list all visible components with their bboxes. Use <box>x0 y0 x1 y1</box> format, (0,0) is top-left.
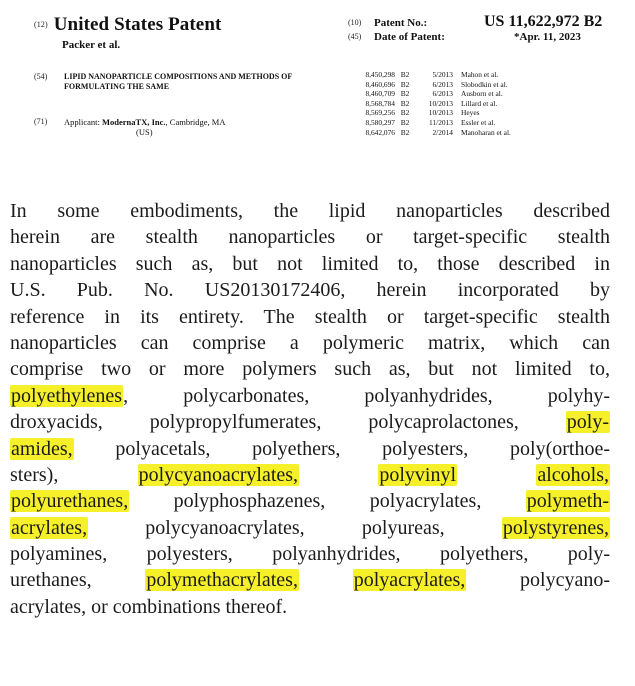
reference-number: 8,460,696 <box>365 79 395 89</box>
header-right <box>348 13 603 45</box>
applicant-name: ModernaTX, Inc. <box>102 117 166 127</box>
highlighted-term: poly- <box>566 411 609 434</box>
reference-kind: B2 <box>400 70 410 79</box>
passage-line <box>10 567 610 593</box>
passage-text: urethanes, <box>10 569 146 592</box>
patent-no-label: Patent No.: <box>374 17 428 29</box>
passage-line <box>10 541 610 567</box>
reference-number: 8,569,256 <box>365 108 395 118</box>
applicant-country: (US) <box>136 127 153 137</box>
passage-line <box>10 488 610 514</box>
reference-name: Lillard et al. <box>461 98 498 108</box>
header-left <box>34 14 221 51</box>
invention-title: LIPID NANOPARTICLE COMPOSITIONS AND METHODS OF FORMULATING THE SAME <box>64 72 292 91</box>
reference-number: 8,460,709 <box>365 89 395 99</box>
reference-row <box>343 118 511 128</box>
reference-number: 8,642,076 <box>365 127 395 137</box>
passage-line <box>10 198 610 224</box>
passage-line <box>10 251 610 277</box>
reference-number: 8,450,298 <box>365 70 395 79</box>
passage-text: reference in its entirety. The stealth or target-specific stealth <box>10 305 610 328</box>
patent-date-row <box>348 31 581 45</box>
date-code: (45) <box>348 32 362 41</box>
references-cited-list <box>343 70 511 137</box>
patent-number: US 11,622,972 B2 <box>484 13 603 30</box>
passage-text: nanoparticles such as, but not limited to, those described in <box>10 252 610 275</box>
highlighted-term: polyacrylates, <box>353 569 466 592</box>
passage-text <box>457 464 536 486</box>
passage-text: polyacetals, polyethers, polyesters, poly(orthoe- <box>73 437 610 460</box>
reference-row <box>343 80 511 90</box>
passage-text: herein are stealth nanoparticles or target-specific stealth <box>10 226 610 249</box>
passage-text: In some embodiments, the lipid nanoparticles described <box>10 200 610 222</box>
highlighted-term: polymethacrylates, <box>146 569 298 592</box>
passage-line <box>10 356 610 382</box>
passage-text: polycyanoacrylates, polyureas, <box>88 516 502 539</box>
reference-name: Essler et al. <box>461 117 496 127</box>
reference-row <box>343 89 511 99</box>
reference-kind: B2 <box>400 117 410 127</box>
passage-line <box>10 330 610 356</box>
field-71-code: (71) <box>34 117 48 126</box>
reference-name: Slobodkin et al. <box>461 79 508 89</box>
highlighted-term: polyurethanes, <box>11 490 129 513</box>
passage-text: nanoparticles can comprise a polymeric matrix, which can <box>10 331 610 354</box>
reference-kind: B2 <box>400 98 410 108</box>
highlighted-term: acrylates, <box>11 516 88 539</box>
highlighted-term: polyethylenes <box>11 384 123 407</box>
passage-line <box>10 224 610 250</box>
reference-date: 6/2013 <box>432 89 453 99</box>
reference-date: 10/2013 <box>428 98 453 108</box>
title-code: (12) <box>34 20 48 29</box>
reference-kind: B2 <box>400 89 410 99</box>
reference-row <box>343 108 511 118</box>
patent-no-code: (10) <box>348 18 362 27</box>
highlighted-term: amides, <box>11 437 73 460</box>
highlighted-term: alcohols, <box>537 463 610 486</box>
passage-text: droxyacids, polypropylfumerates, polycaprolactones, <box>10 411 566 434</box>
reference-row <box>343 70 511 80</box>
reference-number: 8,568,784 <box>365 98 395 108</box>
patent-header <box>0 0 635 150</box>
reference-row <box>343 128 511 138</box>
passage-line <box>10 515 610 541</box>
passage-line <box>10 409 610 435</box>
passage-text <box>299 464 378 486</box>
passage-text: polyphosphazenes, polyacrylates, <box>129 490 526 513</box>
reference-date: 2/2014 <box>432 127 453 137</box>
field-54-title <box>34 72 304 92</box>
passage-line <box>10 462 610 488</box>
passage-text: comprise two or more polymers such as, but not limited to, <box>10 358 610 381</box>
reference-name: Ausborn et al. <box>461 89 503 99</box>
reference-kind: B2 <box>400 127 410 137</box>
patent-title-line <box>34 14 221 36</box>
patent-number-row <box>348 13 603 31</box>
passage-line <box>10 304 610 330</box>
inventors: Packer et al. <box>62 39 121 51</box>
passage-line <box>10 383 610 409</box>
reference-name: Mahon et al. <box>461 70 499 79</box>
patent-type-title: United States Patent <box>53 14 222 35</box>
passage-line <box>10 594 610 620</box>
passage-text: acrylates, or combinations thereof. <box>10 595 288 618</box>
applicant-location: , Cambridge, MA <box>165 117 226 127</box>
passage-text: sters), <box>10 463 138 486</box>
reference-date: 10/2013 <box>428 108 453 118</box>
date-label: Date of Patent: <box>374 31 445 43</box>
reference-row <box>343 99 511 109</box>
highlighted-term: polyvinyl <box>379 463 457 486</box>
passage-text: , polycarbonates, polyanhydrides, polyhy- <box>123 384 610 407</box>
reference-date: 6/2013 <box>432 79 453 89</box>
reference-date: 11/2013 <box>429 117 453 127</box>
applicant-label: Applicant: <box>64 117 100 127</box>
reference-date: 5/2013 <box>432 70 453 79</box>
patent-passage <box>10 198 610 620</box>
passage-text: polycyano- <box>466 569 610 592</box>
highlighted-term: polystyrenes, <box>502 516 609 539</box>
reference-number: 8,580,297 <box>365 117 395 127</box>
highlighted-term: polymeth- <box>526 490 609 513</box>
passage-line <box>10 436 610 462</box>
field-71-applicant <box>34 117 304 137</box>
passage-text: U.S. Pub. No. US20130172406, herein incorporated by <box>10 279 610 302</box>
passage-text: polyamines, polyesters, polyanhydrides, polyethers, poly- <box>10 543 610 566</box>
reference-name: Manoharan et al. <box>461 127 511 137</box>
field-54-code: (54) <box>34 72 48 81</box>
highlighted-term: polycyanoacrylates, <box>138 463 299 486</box>
reference-kind: B2 <box>400 108 410 118</box>
passage-text <box>299 569 353 591</box>
passage-line <box>10 277 610 303</box>
patent-date: *Apr. 11, 2023 <box>514 31 581 43</box>
reference-kind: B2 <box>400 79 410 89</box>
reference-name: Heyes <box>461 108 480 118</box>
